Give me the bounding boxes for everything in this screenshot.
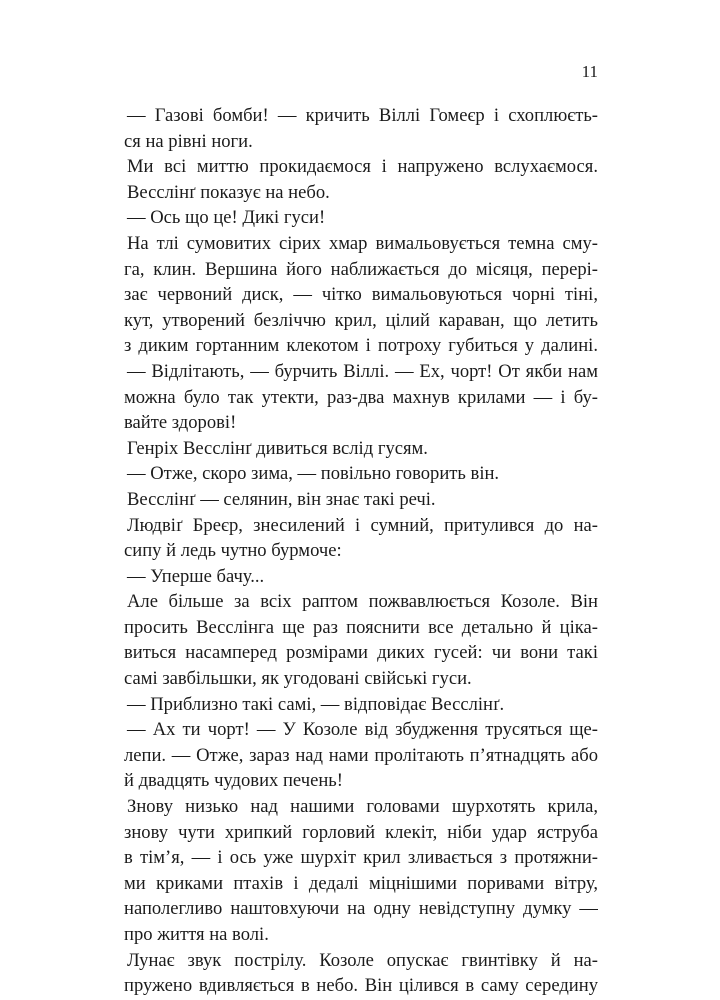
text-line: ся на рівні ноги. [124,130,253,152]
text-line: лепи. — Отже, зараз над нами пролітають п’ятнадцять або [124,744,598,766]
text-line: знову чути хрипкий горловий клекіт, ніби удар яструба [124,821,598,843]
text-line: ми криками птахів і дедалі міцнішими поривами вітру, [124,872,598,894]
text-line: — Уперше бачу... [127,565,265,587]
text-line: вайте здорові! [124,412,237,434]
text-line: Весслінґ показує на небо. [127,181,330,203]
text-line: — Ось що це! Дикі гуси! [127,207,326,229]
text-line: кут, утворений безліччю крил, цілий караван, що летить [124,309,598,331]
text-line: з диким гортанним клекотом і потроху губиться у далині. [124,335,598,357]
text-line: й двадцять чудових печень! [124,770,343,792]
text-line: га, клин. Вершина його наближається до місяця, перері- [124,258,598,280]
text-line: просить Весслінга ще раз пояснити все детально й ціка- [124,616,598,638]
text-line: зає червоний диск, — чітко вимальовуються чорні тіні, [124,284,598,306]
text-line: Людвіґ Бреєр, знесилений і сумний, притулився до на- [127,514,598,536]
text-line: про життя на волі. [124,924,269,945]
text-line: Генріх Весслінґ дивиться вслід гусям. [127,437,428,459]
text-line: — Відлітають, — бурчить Віллі. — Ех, чорт! От якби нам [127,360,598,382]
text-line: — Газові бомби! — кричить Віллі Гомеєр і схоплюєть- [127,105,598,126]
text-line: — Приблизно такі самі, — відповідає Весслінґ. [127,693,505,715]
text-line: На тлі сумовитих сірих хмар вимальовується темна сму- [127,232,598,254]
text-line: Ми всі миттю прокидаємося і напружено вслухаємося. [127,156,598,178]
text-line: наполегливо наштовхуючи на одну невідступну думку — [124,898,598,920]
text-line: виться насамперед розмірами диких гусей: чи вони такі [124,642,598,664]
text-line: Весслінґ — селянин, він знає такі речі. [127,488,436,510]
text-line: пружено вдивляється в небо. Він цілився в саму середину [124,975,598,997]
text-line: в тім’я, — і ось уже шурхіт крил зливається з протяжни- [124,847,598,869]
text-line: Лунає звук пострілу. Козоле опускає гвинтівку й на- [127,949,598,971]
text-line: самі завбільшки, як угодовані свійські гуси. [124,668,472,690]
text-line: сипу й ледь чутно бурмоче: [124,540,342,562]
page-number: 11 [581,62,598,81]
text-line: Знову низько над нашими головами шурхотять крила, [127,796,598,818]
text-line: — Ах ти чорт! — У Козоле від збудження трусяться ще- [127,719,598,741]
text-line: Але більше за всіх раптом пожвавлюється Козоле. Він [127,591,598,613]
text-line: можна було так утекти, раз-два махнув крилами — і бу- [124,386,598,408]
body-text [124,103,598,999]
text-line: — Отже, скоро зима, — повільно говорить він. [127,463,500,485]
